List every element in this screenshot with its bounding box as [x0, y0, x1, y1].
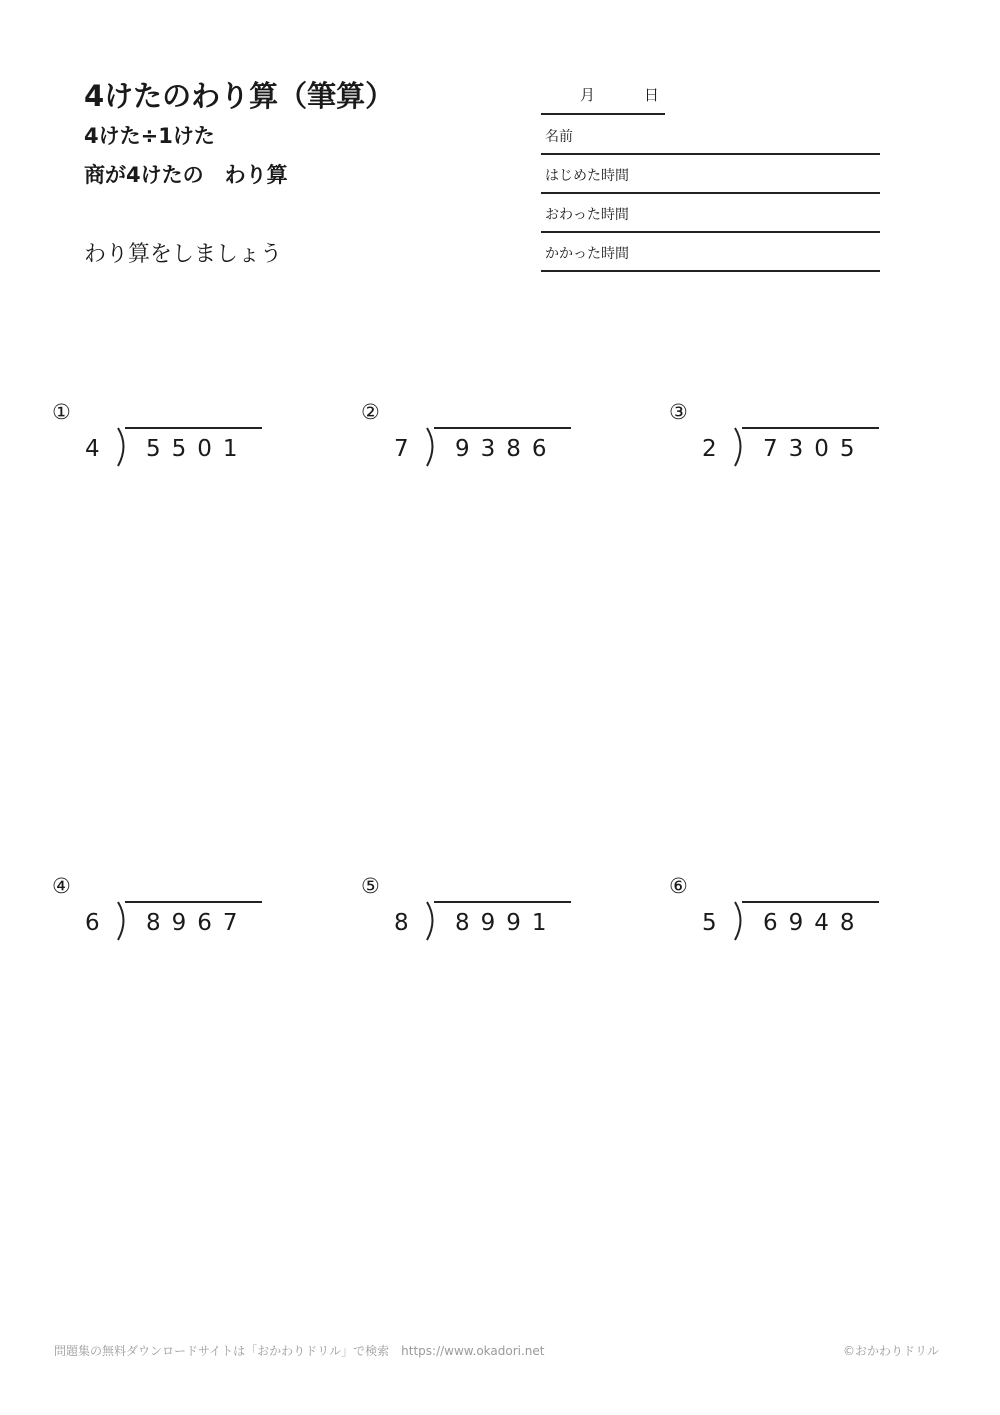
long-division-bar	[742, 901, 879, 903]
long-division-bracket-icon	[425, 900, 439, 942]
long-division-bracket-icon	[425, 426, 439, 468]
dividend: 7305	[763, 436, 866, 462]
dividend: 9386	[455, 436, 558, 462]
month-label: 月	[580, 86, 596, 104]
divisor: 6	[85, 910, 100, 936]
start-time-field[interactable]	[541, 155, 880, 194]
end-time-field[interactable]	[541, 194, 880, 233]
footer-copyright: ©おかわりドリル	[842, 1344, 939, 1358]
end-time-label: おわった時間	[545, 207, 629, 223]
long-division-bracket-icon	[733, 900, 747, 942]
problem-number: ④	[52, 874, 71, 898]
dividend: 6948	[763, 910, 866, 936]
start-time-label: はじめた時間	[545, 168, 629, 184]
long-division-bracket-icon	[733, 426, 747, 468]
instruction-text: わり算をしましょう	[84, 242, 283, 267]
divisor: 7	[394, 436, 409, 462]
long-division-bar	[434, 427, 571, 429]
problem-number: ③	[669, 400, 688, 424]
division-problem	[361, 400, 601, 490]
elapsed-time-label: かかった時間	[545, 246, 629, 262]
long-division-bracket-icon	[116, 426, 130, 468]
dividend: 8967	[146, 910, 249, 936]
worksheet-subtitle-digits: 4けた÷1けた	[84, 124, 215, 148]
problem-number: ⑥	[669, 874, 688, 898]
name-field[interactable]	[541, 116, 880, 155]
divisor: 4	[85, 436, 100, 462]
divisor: 5	[702, 910, 717, 936]
problem-number: ①	[52, 400, 71, 424]
date-field[interactable]	[541, 82, 665, 115]
long-division-bracket-icon	[116, 900, 130, 942]
problem-number: ⑤	[361, 874, 380, 898]
long-division-bar	[434, 901, 571, 903]
long-division-bar	[125, 427, 262, 429]
divisor: 8	[394, 910, 409, 936]
footer-download-note: 問題集の無料ダウンロードサイトは「おかわりドリル」で検索 https://www.okadori.net	[54, 1344, 545, 1358]
long-division-bar	[742, 427, 879, 429]
division-problem	[669, 874, 909, 964]
long-division-bar	[125, 901, 262, 903]
elapsed-time-field[interactable]	[541, 233, 880, 272]
dividend: 8991	[455, 910, 558, 936]
division-problem	[669, 400, 909, 490]
dividend: 5501	[146, 436, 249, 462]
division-problem	[361, 874, 601, 964]
worksheet-subtitle-quotient: 商が4けたの わり算	[84, 163, 288, 187]
division-problem	[52, 874, 292, 964]
day-label: 日	[644, 86, 660, 104]
worksheet-title: 4けたのわり算（筆算）	[84, 79, 395, 113]
division-problem	[52, 400, 292, 490]
name-label: 名前	[545, 129, 573, 145]
divisor: 2	[702, 436, 717, 462]
problem-number: ②	[361, 400, 380, 424]
